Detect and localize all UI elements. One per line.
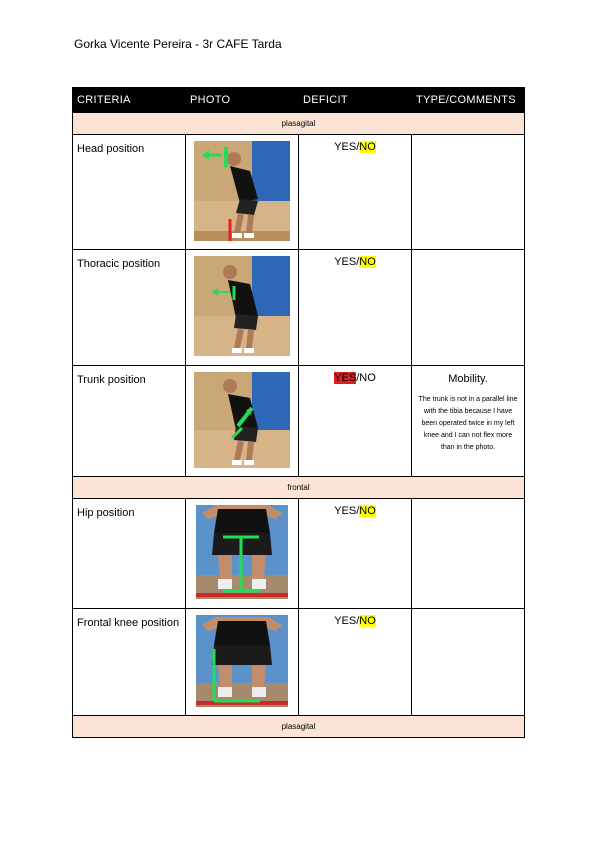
comment-cell (412, 609, 525, 716)
deficit-no-highlighted: NO (359, 256, 376, 268)
deficit-cell: YES/NO (299, 366, 412, 477)
side-squat-photo-trunk (194, 372, 290, 468)
section-label: frontal (73, 477, 525, 499)
section-row (73, 477, 525, 499)
deficit-yes: YES (334, 141, 357, 153)
assessment-table (72, 87, 525, 738)
table-row (73, 366, 525, 477)
deficit-cell: YES/NO (299, 499, 412, 609)
table-row (73, 499, 525, 609)
deficit-no-highlighted: NO (359, 615, 376, 627)
table-row (73, 609, 525, 716)
comment-body: The trunk is not in a parallel line with the tibia because I have been operated twice in my left knee and I can not flex more than in the photo. (418, 396, 518, 451)
column-header-deficit: DEFICIT (299, 88, 412, 113)
section-row (73, 716, 525, 738)
document-header: Gorka Vicente Pereira - 3r CAFE Tarda (74, 37, 282, 51)
deficit-cell: YES/NO (299, 609, 412, 716)
comment-cell (412, 135, 525, 250)
deficit-no-highlighted: NO (359, 505, 376, 517)
deficit-yes: YES (334, 256, 357, 268)
column-header-comments: TYPE/COMMENTS (412, 88, 525, 113)
comment-cell (412, 499, 525, 609)
column-header-photo: PHOTO (186, 88, 299, 113)
comment-cell (412, 366, 525, 477)
comment-cell (412, 250, 525, 366)
deficit-no-highlighted: NO (359, 141, 376, 153)
comment-title: Mobility. (448, 373, 488, 385)
table-row (73, 135, 525, 250)
front-squat-photo-hip (196, 505, 288, 599)
deficit-yes-highlighted: YES (334, 372, 357, 384)
table-header-row (73, 88, 525, 113)
deficit-yes: YES (334, 615, 357, 627)
section-label: plasagital (73, 113, 525, 135)
section-label: plasagital (73, 716, 525, 738)
table-row (73, 250, 525, 366)
criteria-cell: Trunk position (73, 366, 186, 477)
criteria-cell: Frontal knee position (73, 609, 186, 716)
section-row (73, 113, 525, 135)
deficit-yes: YES (334, 505, 357, 517)
criteria-cell: Head position (73, 135, 186, 250)
criteria-cell: Hip position (73, 499, 186, 609)
side-squat-photo-thoracic (194, 256, 290, 356)
column-header-criteria: CRITERIA (73, 88, 186, 113)
side-squat-photo-head (194, 141, 290, 241)
front-squat-photo-knee (196, 615, 288, 707)
deficit-no: NO (359, 372, 376, 384)
deficit-cell: YES/NO (299, 250, 412, 366)
deficit-cell: YES/NO (299, 135, 412, 250)
criteria-cell: Thoracic position (73, 250, 186, 366)
